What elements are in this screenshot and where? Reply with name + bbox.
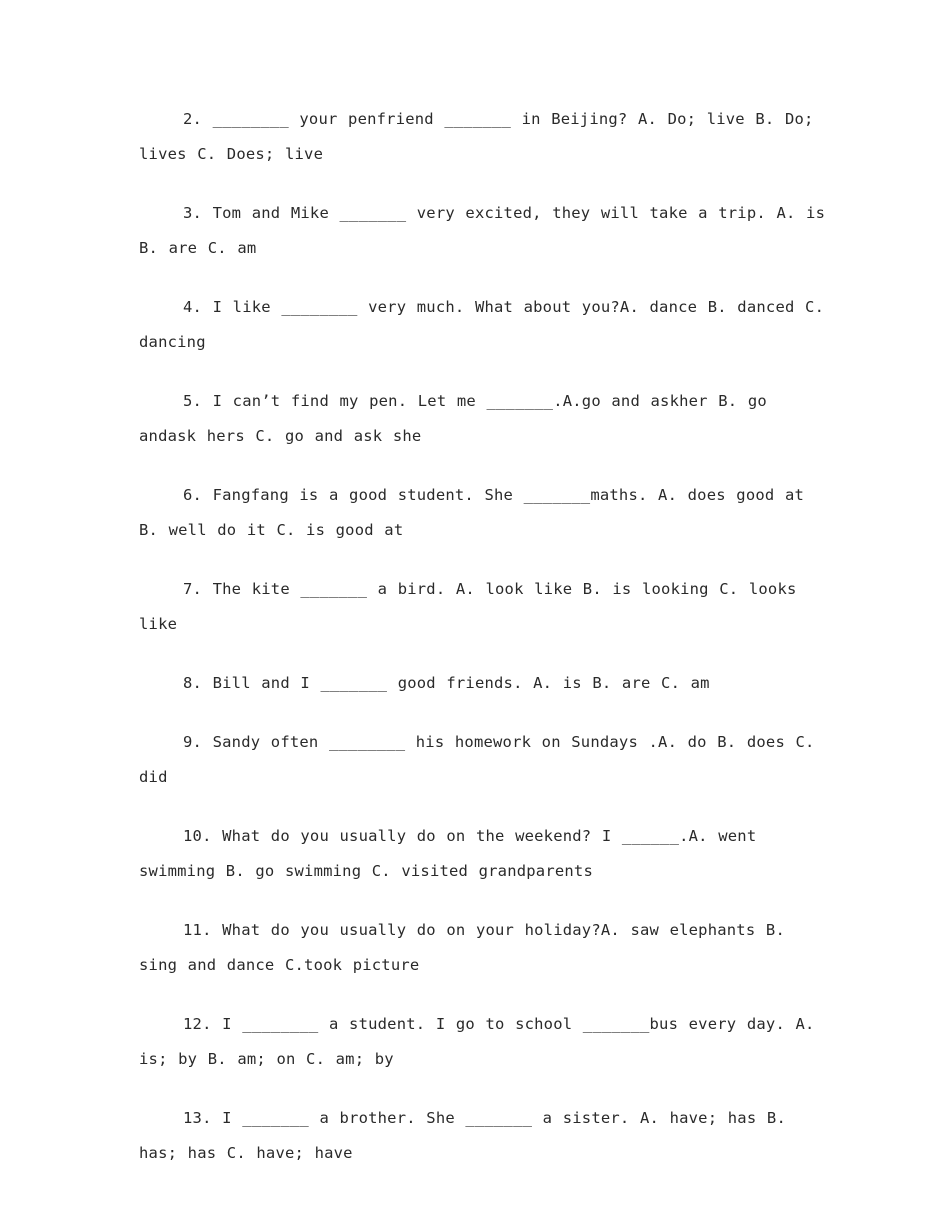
question-5: 5. I can’t find my pen. Let me _______.A.go and askher B. go andask hers C. go and ask she xyxy=(139,392,767,445)
question-13: 13. I _______ a brother. She _______ a sister. A. have; has B. has; has C. have; have xyxy=(139,1109,786,1162)
question-8: 8. Bill and I _______ good friends. A. is B. are C. am xyxy=(183,674,710,692)
question-9: 9. Sandy often ________ his homework on Sundays .A. do B. does C. did xyxy=(139,733,815,786)
question-2: 2. ________ your penfriend _______ in Beijing? A. Do; live B. Do; lives C. Does; live xyxy=(139,110,814,163)
question-10: 10. What do you usually do on the weekend? I ______.A. went swimming B. go swimming C. visited grandparents xyxy=(139,827,757,880)
question-12: 12. I ________ a student. I go to school _______bus every day. A. is; by B. am; on C. am; by xyxy=(139,1015,815,1068)
question-4: 4. I like ________ very much. What about you?A. dance B. danced C. dancing xyxy=(139,298,825,351)
question-3: 3. Tom and Mike _______ very excited, they will take a trip. A. is B. are C. am xyxy=(139,204,826,257)
question-11: 11. What do you usually do on your holiday?A. saw elephants B. sing and dance C.took picture xyxy=(139,921,785,974)
question-list xyxy=(139,102,829,1195)
question-6: 6. Fangfang is a good student. She _______maths. A. does good at B. well do it C. is good at xyxy=(139,486,805,539)
question-7: 7. The kite _______ a bird. A. look like B. is looking C. looks like xyxy=(139,580,797,633)
